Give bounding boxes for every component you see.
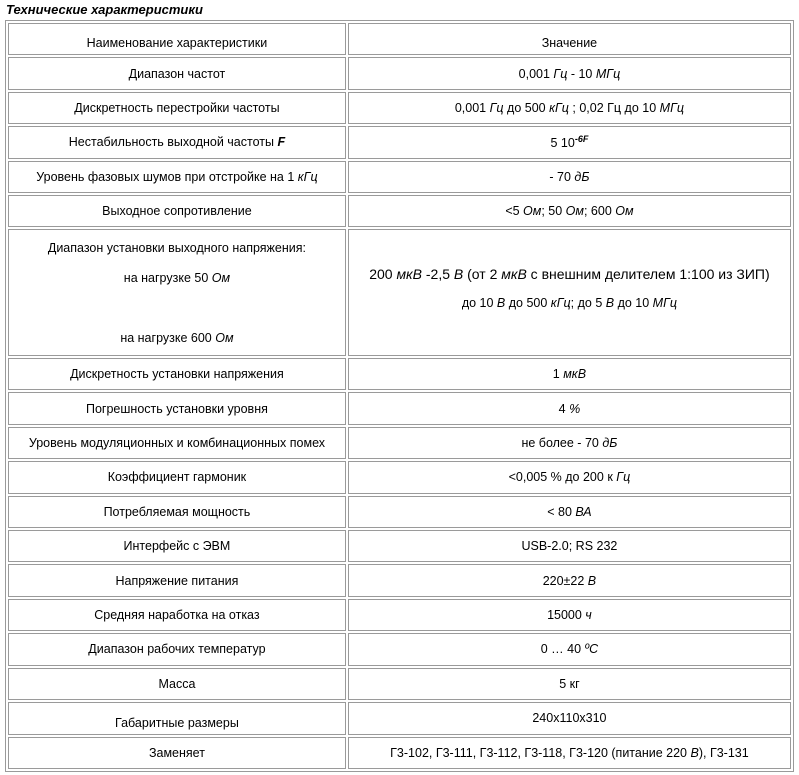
row-name: Выходное сопротивление bbox=[8, 195, 346, 227]
row-name: Коэффициент гармоник bbox=[8, 461, 346, 493]
row-name bbox=[8, 229, 346, 356]
row-value: 220±22 В bbox=[348, 564, 791, 596]
table-row bbox=[8, 633, 791, 665]
table-row bbox=[8, 195, 791, 227]
row-value: 15000 ч bbox=[348, 599, 791, 631]
row-name: Диапазон частот bbox=[8, 57, 346, 89]
table-row bbox=[8, 461, 791, 493]
table-row bbox=[8, 737, 791, 770]
row-value: Г3-102, Г3-111, Г3-112, Г3-118, Г3-120 (питание 220 В), Г3-131 bbox=[348, 737, 791, 770]
row-value-line: до 10 В до 500 кГц; до 5 В до 10 МГц bbox=[461, 295, 678, 310]
header-value-cell: Значение bbox=[348, 23, 791, 55]
table-row bbox=[8, 229, 791, 356]
row-name: Дискретность перестройки частоты bbox=[8, 92, 346, 124]
row-value: не более - 70 дБ bbox=[348, 427, 791, 459]
table-row bbox=[8, 702, 791, 734]
table-header-row bbox=[8, 23, 791, 55]
row-value: 1 мкВ bbox=[348, 358, 791, 390]
row-name: Диапазон рабочих температур bbox=[8, 633, 346, 665]
table-row bbox=[8, 358, 791, 390]
row-value: < 80 ВА bbox=[348, 496, 791, 528]
row-name: Средняя наработка на отказ bbox=[8, 599, 346, 631]
section-title: Технические характеристики bbox=[6, 2, 203, 17]
table-row bbox=[8, 668, 791, 700]
table-row bbox=[8, 599, 791, 631]
table-row bbox=[8, 392, 791, 424]
row-name-line: на нагрузке 600 Ом bbox=[120, 330, 234, 345]
row-value: 5 кг bbox=[348, 668, 791, 700]
row-value: 0 … 40 ºC bbox=[348, 633, 791, 665]
table-row bbox=[8, 564, 791, 596]
row-name: Заменяет bbox=[8, 737, 346, 770]
row-name: Уровень фазовых шумов при отстройке на 1 кГц bbox=[8, 161, 346, 193]
specifications-table bbox=[5, 20, 794, 772]
row-value: 4 % bbox=[348, 392, 791, 424]
row-value: 240x110x310 bbox=[348, 702, 791, 734]
row-value bbox=[348, 229, 791, 356]
row-name: Габаритные размеры bbox=[8, 702, 346, 734]
row-value: USB-2.0; RS 232 bbox=[348, 530, 791, 562]
row-name: Нестабильность выходной частоты F bbox=[8, 126, 346, 158]
table-row bbox=[8, 530, 791, 562]
row-name: Дискретность установки напряжения bbox=[8, 358, 346, 390]
row-name-line: на нагрузке 50 Ом bbox=[123, 270, 231, 285]
row-value: 0,001 Гц до 500 кГц ; 0,02 Гц до 10 МГц bbox=[348, 92, 791, 124]
row-value: 0,001 Гц - 10 МГц bbox=[348, 57, 791, 89]
row-name: Уровень модуляционных и комбинационных помех bbox=[8, 427, 346, 459]
row-value: <0,005 % до 200 к Гц bbox=[348, 461, 791, 493]
row-name: Напряжение питания bbox=[8, 564, 346, 596]
row-name: Погрешность установки уровня bbox=[8, 392, 346, 424]
table-row bbox=[8, 427, 791, 459]
table-row bbox=[8, 57, 791, 89]
table-row bbox=[8, 161, 791, 193]
table-row bbox=[8, 92, 791, 124]
row-name: Масса bbox=[8, 668, 346, 700]
row-value: 5 $10^{-6F}$ bbox=[348, 126, 791, 158]
table-row bbox=[8, 126, 791, 158]
row-name-line: Диапазон установки выходного напряжения: bbox=[47, 240, 306, 255]
row-value: <5 Ом; 50 Ом; 600 Ом bbox=[348, 195, 791, 227]
table-row bbox=[8, 496, 791, 528]
row-value: - 70 дБ bbox=[348, 161, 791, 193]
row-value-line: 200 мкВ -2,5 В (от 2 мкВ с внешним делителем 1:100 из ЗИП) bbox=[369, 265, 770, 282]
row-name: Интерфейс с ЭВМ bbox=[8, 530, 346, 562]
row-name: Потребляемая мощность bbox=[8, 496, 346, 528]
header-name-cell: Наименование характеристики bbox=[8, 23, 346, 55]
